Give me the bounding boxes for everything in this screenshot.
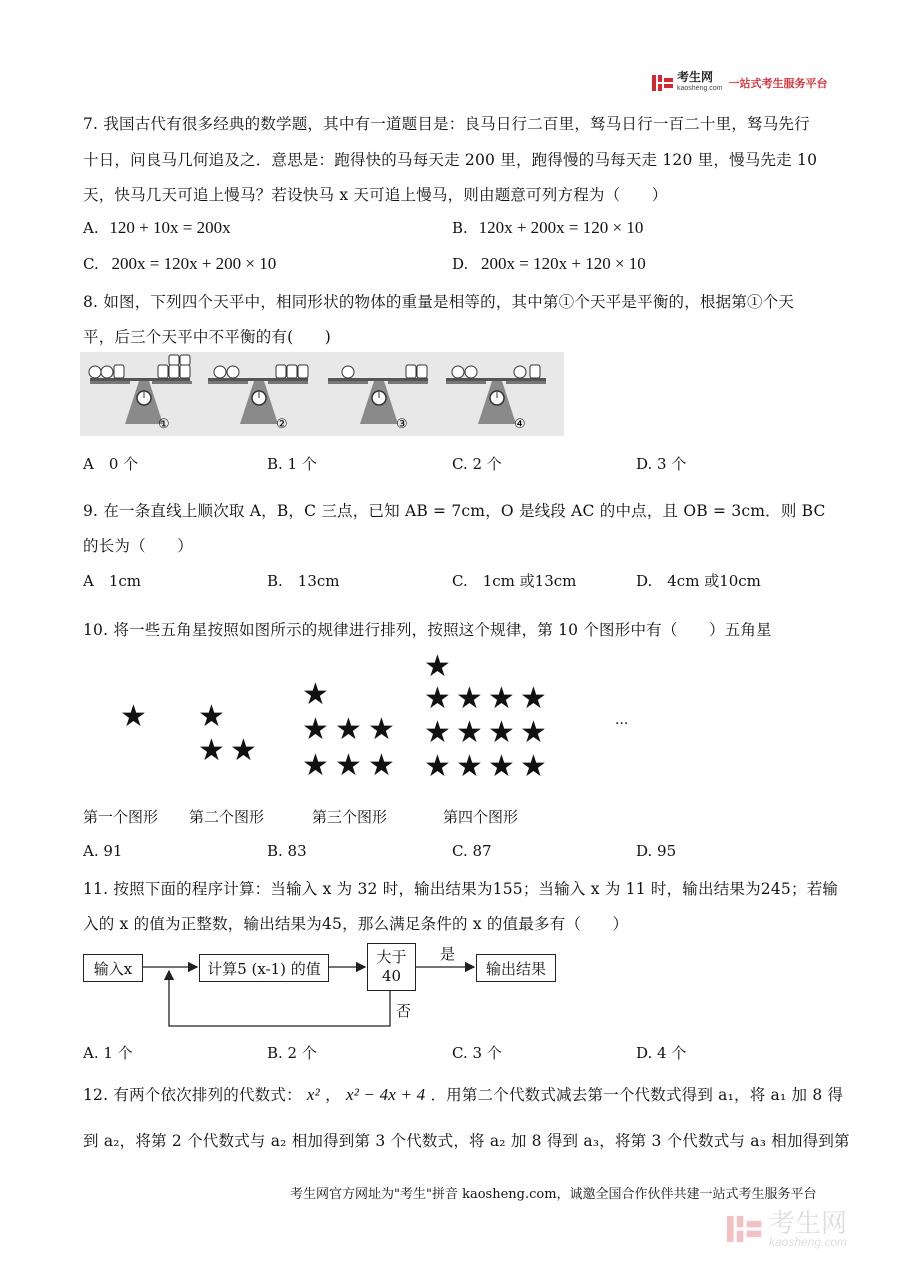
header-brand: 考生网 [677, 70, 714, 84]
q10-option-b[interactable]: B. 83 [267, 842, 307, 860]
scale-label-2: ② [276, 417, 288, 432]
q9-option-c[interactable]: C. 1cm 或13cm [452, 572, 577, 590]
flowchart [80, 940, 580, 1032]
q7-line1: 7. 我国古代有很多经典的数学题，其中有一道题目是：良马日行二百里，驽马日行一百二十里，驽马先行 [83, 115, 810, 133]
flow-condition-box [367, 943, 416, 991]
star: ★ [120, 699, 147, 734]
q8-option-c[interactable]: C. 2 个 [452, 455, 502, 473]
q7-option-c[interactable] [83, 254, 276, 274]
q9-line2: 的长为（ ） [83, 537, 193, 555]
star: ★ [488, 681, 515, 716]
q10-line1: 10. 将一些五角星按照如图所示的规律进行排列，按照这个规律，第 10 个图形中有（ ）五角星 [83, 621, 772, 639]
star: ★ [424, 681, 451, 716]
q7-option-d-expr: 200x = 120x + 120 × 10 [481, 254, 646, 273]
balance-scale-4 [446, 365, 546, 424]
fig-label-3: 第三个图形 [312, 808, 388, 826]
q7-option-b-expr: 120x + 200x = 120 × 10 [478, 218, 644, 237]
q12-line2: 到 a₂，将第 2 个代数式与 a₂ 相加得到第 3 个代数式，将 a₂ 加 8 得到 a₃，将第 3 个代数式与 a₃ 相加得到第 [83, 1132, 850, 1150]
q7-option-c-expr: 200x = 120x + 200 × 10 [111, 254, 277, 273]
q7-option-b[interactable] [452, 218, 643, 238]
flow-input-box: 输入x [83, 954, 143, 982]
watermark [727, 1210, 847, 1248]
kaosheng-logo-icon [652, 74, 674, 92]
fig-label-1: 第一个图形 [83, 808, 159, 826]
q12-expr-2: x² − 4x + 4 [345, 1085, 426, 1104]
q11-option-a[interactable]: A. 1 个 [83, 1044, 133, 1062]
star: ★ [520, 715, 547, 750]
star: ★ [198, 733, 225, 768]
star: ★ [230, 733, 257, 768]
q7-option-a[interactable] [83, 218, 231, 238]
q10-option-d[interactable]: D. 95 [636, 842, 677, 860]
star: ★ [520, 681, 547, 716]
star: ★ [520, 749, 547, 784]
scale-label-1: ① [158, 417, 170, 432]
header-tagline: 一站式考生服务平台 [728, 78, 828, 90]
flow-output-box: 输出结果 [476, 954, 556, 982]
star: ★ [302, 748, 329, 783]
q8-option-a[interactable]: A 0 个 [83, 455, 139, 473]
star: ★ [198, 699, 225, 734]
footer-text: 考生网官方网址为"考生"拼音 kaosheng.com，诚邀全国合作伙伴共建一站式考生服务平台 [290, 1187, 817, 1202]
flow-condition-line2: 40 [381, 967, 402, 985]
pattern-ellipsis: ... [615, 712, 629, 728]
q9-option-b[interactable]: B. 13cm [267, 572, 340, 590]
star: ★ [456, 681, 483, 716]
star: ★ [488, 749, 515, 784]
q11-line1: 11. 按照下面的程序计算：当输入 x 为 32 时，输出结果为155；当输入 x 为 11 时，输出结果为245；若输 [83, 880, 839, 898]
q7-option-d-label: D. [452, 255, 469, 273]
star: ★ [424, 649, 451, 684]
q11-line2: 入的 x 的值为正整数，输出结果为45，那么满足条件的 x 的值最多有（ ） [83, 915, 629, 933]
q9-line1: 9. 在一条直线上顺次取 A，B，C 三点，已知 AB = 7cm，O 是线段 AC 的中点，且 OB = 3cm．则 BC [83, 502, 826, 520]
star: ★ [424, 749, 451, 784]
header-brand-url: kaosheng.com [677, 85, 723, 92]
star: ★ [456, 715, 483, 750]
flow-yes-label: 是 [440, 945, 456, 963]
balance-scale-2 [208, 365, 308, 424]
watermark-brand: 考生网 [769, 1208, 848, 1238]
q7-line2: 十日，问良马几何追及之．意思是：跑得快的马每天走 200 里，跑得慢的马每天走 120 里，慢马先走 10 [83, 151, 818, 169]
balance-scales-figure [80, 352, 564, 436]
q8-line2: 平，后三个天平中不平衡的有( ) [83, 328, 331, 346]
q7-option-c-label: C. [83, 255, 99, 273]
star: ★ [302, 677, 329, 712]
star: ★ [424, 715, 451, 750]
q7-option-d[interactable] [452, 254, 646, 274]
fig-label-2: 第二个图形 [189, 808, 265, 826]
scale-label-3: ③ [396, 417, 408, 432]
watermark-logo-icon [727, 1213, 763, 1245]
q12-line1-start: 12. 有两个依次排列的代数式： [83, 1086, 302, 1104]
flow-compute-box: 计算5 (x-1) 的值 [199, 954, 329, 982]
q11-option-c[interactable]: C. 3 个 [452, 1044, 502, 1062]
q7-line3: 天，快马几天可追上慢马？若设快马 x 天可追上慢马，则由题意可列方程为（ ） [83, 186, 668, 204]
star: ★ [335, 748, 362, 783]
watermark-url: kaosheng.com [769, 1235, 848, 1249]
q8-option-b[interactable]: B. 1 个 [267, 455, 317, 473]
q11-option-d[interactable]: D. 4 个 [636, 1044, 687, 1062]
q7-option-a-expr: 120 + 10x = 200x [109, 218, 231, 237]
star: ★ [456, 749, 483, 784]
star: ★ [368, 712, 395, 747]
star-pattern-figure [80, 650, 680, 790]
flow-condition-line1: 大于 [376, 948, 407, 966]
flow-no-label: 否 [396, 1002, 412, 1020]
q12-line1 [83, 1083, 843, 1105]
q12-expr-1: x² [306, 1085, 320, 1104]
scale-label-4: ④ [514, 417, 526, 432]
q7-option-b-label: B. [452, 219, 468, 237]
header-logo [652, 72, 828, 94]
star: ★ [302, 712, 329, 747]
star: ★ [368, 748, 395, 783]
star: ★ [488, 715, 515, 750]
fig-label-4: 第四个图形 [443, 808, 519, 826]
q9-option-d[interactable]: D. 4cm 或10cm [636, 572, 761, 590]
q12-line1-end: ．用第二个代数式减去第一个代数式得到 a₁，将 a₁ 加 8 得 [430, 1086, 844, 1104]
q10-option-a[interactable]: A. 91 [83, 842, 123, 860]
q8-line1: 8. 如图，下列四个天平中，相同形状的物体的重量是相等的，其中第①个天平是平衡的，根据第①个天 [83, 293, 795, 311]
q10-option-c[interactable]: C. 87 [452, 842, 492, 860]
balance-scale-1 [89, 355, 192, 424]
q7-option-a-label: A. [83, 219, 99, 237]
q9-option-a[interactable]: A 1cm [83, 572, 142, 590]
star: ★ [335, 712, 362, 747]
balance-scale-3 [328, 365, 428, 424]
q8-option-d[interactable]: D. 3 个 [636, 455, 687, 473]
q12-separator: ， [325, 1086, 341, 1104]
q11-option-b[interactable]: B. 2 个 [267, 1044, 317, 1062]
